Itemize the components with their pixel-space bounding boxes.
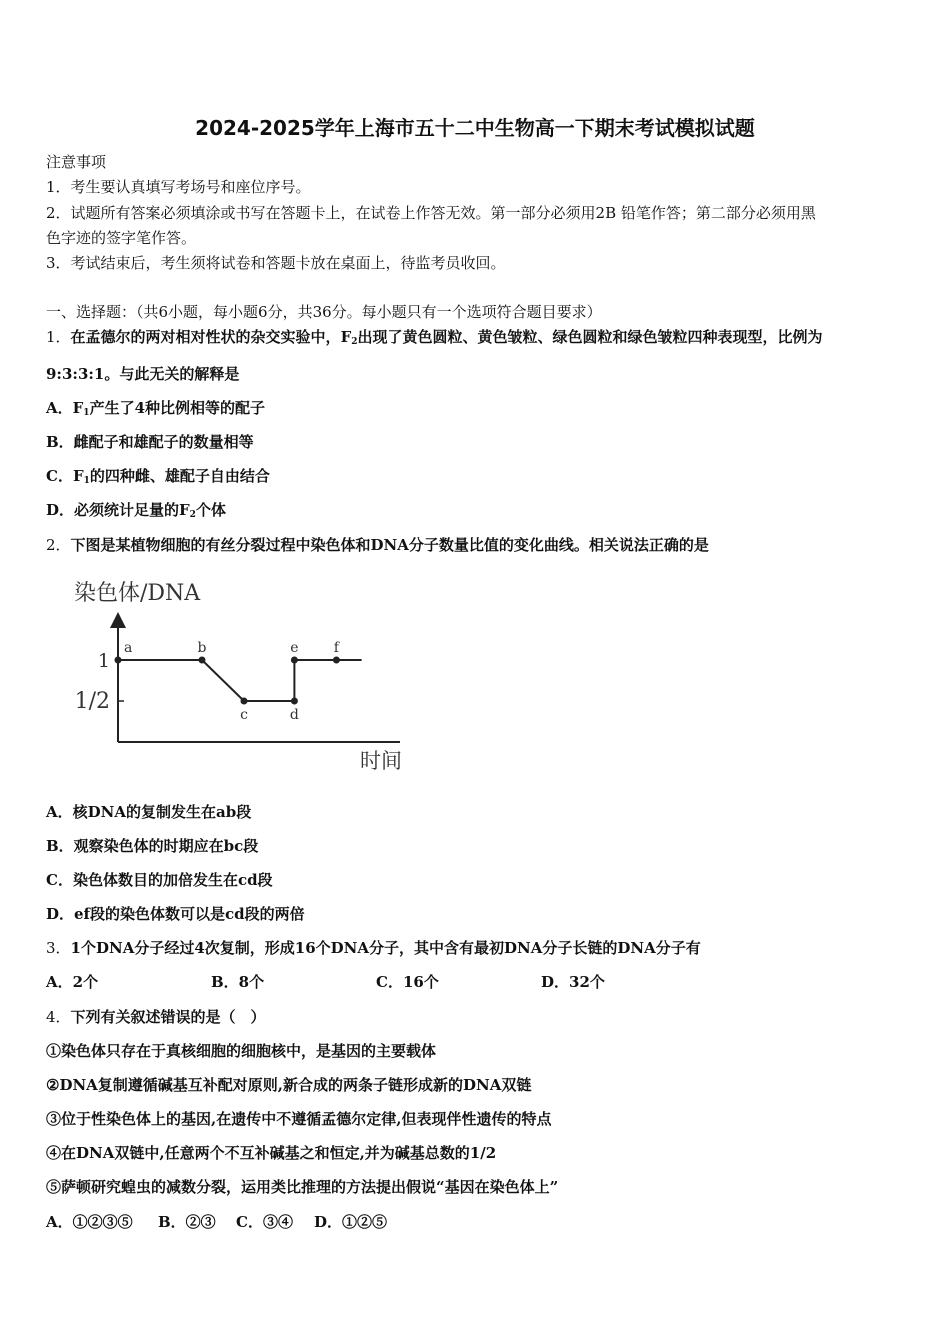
ratio-line-chart bbox=[60, 570, 420, 780]
question-3-option-b: B．8个 bbox=[211, 973, 265, 991]
notice-heading: 注意事项 bbox=[46, 153, 107, 171]
question-4-option-a: A．①②③⑤ bbox=[46, 1213, 133, 1231]
question-2-option-c: C．染色体数目的加倍发生在cd段 bbox=[46, 871, 273, 889]
y-axis-label: 染色体/DNA bbox=[74, 581, 201, 606]
question-4-statement-3: ③位于性染色体上的基因,在遗传中不遵循孟德尔定律,但表现伴性遗传的特点 bbox=[46, 1110, 552, 1128]
page-title: 2024-2025学年上海市五十二中生物高一下期末考试模拟试题 bbox=[195, 116, 755, 140]
question-4-option-b: B．②③ bbox=[158, 1213, 216, 1231]
point-b bbox=[199, 657, 206, 664]
question-4-statement-1: ①染色体只存在于真核细胞的细胞核中，是基因的主要载体 bbox=[46, 1042, 437, 1060]
notice-item-2: 2．试题所有答案必须填涂或书写在答题卡上，在试卷上作答无效。第一部分必须用2B 铅笔作答；第二部分必须用黑 bbox=[46, 204, 816, 222]
point-label-d: d bbox=[289, 707, 299, 723]
section-heading: 一、选择题：（共6小题，每小题6分，共36分。每小题只有一个选项符合题目要求） bbox=[46, 303, 602, 321]
notice-item-3: 3．考试结束后，考生须将试卷和答题卡放在桌面上，待监考员收回。 bbox=[46, 254, 506, 272]
y-tick-label: 1 bbox=[97, 650, 110, 672]
question-3-stem: 3．1个DNA分子经过4次复制，形成16个DNA分子，其中含有最初DNA分子长链的DNA分子有 bbox=[46, 939, 701, 957]
question-3-number: 3． bbox=[46, 939, 71, 957]
question-3-option-c: C．16个 bbox=[376, 973, 439, 991]
x-axis-label: 时间 bbox=[360, 749, 402, 773]
question-1-option-a: A．$F_1$产生了4种比例相等的配子 bbox=[46, 399, 266, 418]
question-3-options bbox=[46, 972, 746, 992]
point-d bbox=[291, 698, 298, 705]
point-c bbox=[241, 698, 248, 705]
question-4-stem: 4．下列有关叙述错误的是（ ） bbox=[46, 1008, 266, 1026]
question-2-stem: 2．下图是某植物细胞的有丝分裂过程中染色体和DNA分子数量比值的变化曲线。相关说法正确的是 bbox=[46, 536, 709, 554]
notice-item-2-cont: 色字迹的签字笔作答。 bbox=[46, 229, 197, 247]
point-f bbox=[333, 657, 340, 664]
question-1-option-b: B．雌配子和雄配子的数量相等 bbox=[46, 433, 254, 451]
notice-item-1: 1．考生要认真填写考场号和座位序号。 bbox=[46, 178, 311, 196]
question-1-number: 1． bbox=[46, 328, 71, 346]
question-2-option-d: D．ef段的染色体数可以是cd段的两倍 bbox=[46, 905, 305, 923]
question-4-option-d: D．①②⑤ bbox=[314, 1213, 388, 1231]
point-label-e: e bbox=[290, 640, 299, 656]
question-2-option-a: A．核DNA的复制发生在ab段 bbox=[46, 803, 252, 821]
question-2-number: 2． bbox=[46, 536, 71, 554]
question-4-statement-5: ⑤萨顿研究蝗虫的减数分裂，运用类比推理的方法提出假说“基因在染色体上” bbox=[46, 1178, 559, 1196]
y-tick-label: 1/2 bbox=[74, 689, 110, 714]
series-line bbox=[118, 660, 362, 701]
question-1-option-d: D．必须统计足量的$F_2$个体 bbox=[46, 501, 226, 520]
point-e bbox=[291, 657, 298, 664]
point-label-c: c bbox=[240, 707, 248, 723]
question-1-stem-cont: 9:3:3:1。与此无关的解释是 bbox=[46, 365, 240, 383]
question-4-options bbox=[46, 1212, 546, 1232]
point-label-f: f bbox=[333, 640, 339, 656]
point-label-a: a bbox=[124, 640, 133, 656]
question-4-statement-4: ④在DNA双链中,任意两个不互补碱基之和恒定,并为碱基总数的1/2 bbox=[46, 1144, 497, 1162]
question-1-stem: 1．在孟德尔的两对相对性状的杂交实验中，$F_2$出现了黄色圆粒、黄色皱粒、绿色圆粒和绿色皱粒四种表现型，比例为 bbox=[46, 328, 823, 347]
question-3-option-a: A．2个 bbox=[46, 973, 99, 991]
question-3-option-d: D．32个 bbox=[541, 973, 605, 991]
question-4-option-c: C．③④ bbox=[236, 1213, 293, 1231]
question-4-number: 4． bbox=[46, 1008, 71, 1026]
point-label-b: b bbox=[197, 640, 207, 656]
question-4-statement-2: ②DNA复制遵循碱基互补配对原则,新合成的两条子链形成新的DNA双链 bbox=[46, 1076, 532, 1094]
point-a bbox=[115, 657, 122, 664]
question-1-option-c: C．$F_1$的四种雌、雄配子自由结合 bbox=[46, 467, 270, 486]
question-2-option-b: B．观察染色体的时期应在bc段 bbox=[46, 837, 259, 855]
